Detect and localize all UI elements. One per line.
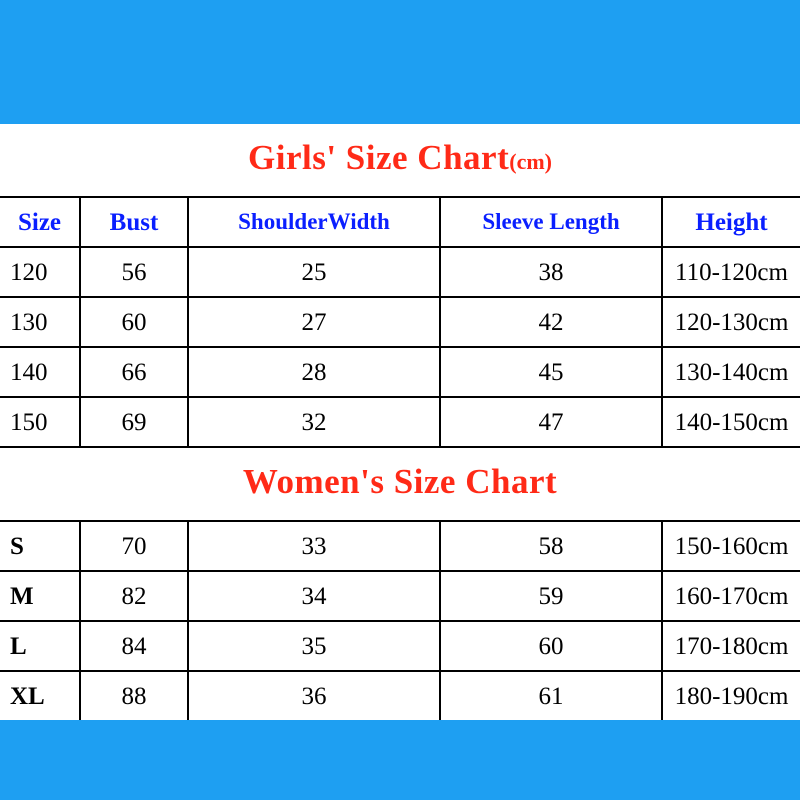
table-row	[0, 397, 800, 447]
cell-height: 180-190cm	[662, 671, 800, 720]
column-header-bust: Bust	[80, 197, 188, 247]
girls-title-row	[0, 124, 800, 197]
cell-bust: 70	[80, 521, 188, 571]
column-header-size: Size	[0, 197, 80, 247]
cell-height: 120-130cm	[662, 297, 800, 347]
cell-size: M	[0, 571, 80, 621]
cell-shoulder: 32	[188, 397, 440, 447]
cell-shoulder: 25	[188, 247, 440, 297]
table-row	[0, 347, 800, 397]
cell-sleeve: 38	[440, 247, 662, 297]
cell-sleeve: 58	[440, 521, 662, 571]
women-title-cell	[0, 447, 800, 521]
cell-size: 140	[0, 347, 80, 397]
cell-bust: 88	[80, 671, 188, 720]
table-header-row	[0, 197, 800, 247]
cell-height: 160-170cm	[662, 571, 800, 621]
table-row	[0, 297, 800, 347]
girls-title-cell	[0, 124, 800, 197]
cell-size: 150	[0, 397, 80, 447]
cell-sleeve: 45	[440, 347, 662, 397]
cell-sleeve: 47	[440, 397, 662, 447]
cell-sleeve: 42	[440, 297, 662, 347]
cell-shoulder: 36	[188, 671, 440, 720]
table-row	[0, 671, 800, 720]
cell-size: 130	[0, 297, 80, 347]
cell-size: L	[0, 621, 80, 671]
cell-shoulder: 33	[188, 521, 440, 571]
column-header-shoulder-width: ShoulderWidth	[188, 197, 440, 247]
cell-sleeve: 59	[440, 571, 662, 621]
cell-height: 140-150cm	[662, 397, 800, 447]
women-title-row	[0, 447, 800, 521]
cell-shoulder: 34	[188, 571, 440, 621]
cell-size: S	[0, 521, 80, 571]
cell-height: 110-120cm	[662, 247, 800, 297]
cell-shoulder: 35	[188, 621, 440, 671]
cell-height: 130-140cm	[662, 347, 800, 397]
cell-shoulder: 27	[188, 297, 440, 347]
cell-height: 150-160cm	[662, 521, 800, 571]
column-header-sleeve-length: Sleeve Length	[440, 197, 662, 247]
cell-bust: 84	[80, 621, 188, 671]
cell-shoulder: 28	[188, 347, 440, 397]
cell-sleeve: 60	[440, 621, 662, 671]
cell-bust: 66	[80, 347, 188, 397]
cell-height: 170-180cm	[662, 621, 800, 671]
cell-size: XL	[0, 671, 80, 720]
table-row	[0, 571, 800, 621]
cell-sleeve: 61	[440, 671, 662, 720]
cell-bust: 69	[80, 397, 188, 447]
table-row	[0, 621, 800, 671]
cell-bust: 82	[80, 571, 188, 621]
cell-size: 120	[0, 247, 80, 297]
size-chart-card	[0, 124, 800, 720]
size-chart-table	[0, 124, 800, 720]
girls-title-text: Girls' Size Chart	[248, 137, 510, 177]
cell-bust: 60	[80, 297, 188, 347]
cell-bust: 56	[80, 247, 188, 297]
girls-title-unit: (cm)	[509, 148, 552, 174]
table-row	[0, 521, 800, 571]
table-row	[0, 247, 800, 297]
women-title-text: Women's Size Chart	[242, 461, 558, 501]
column-header-height: Height	[662, 197, 800, 247]
